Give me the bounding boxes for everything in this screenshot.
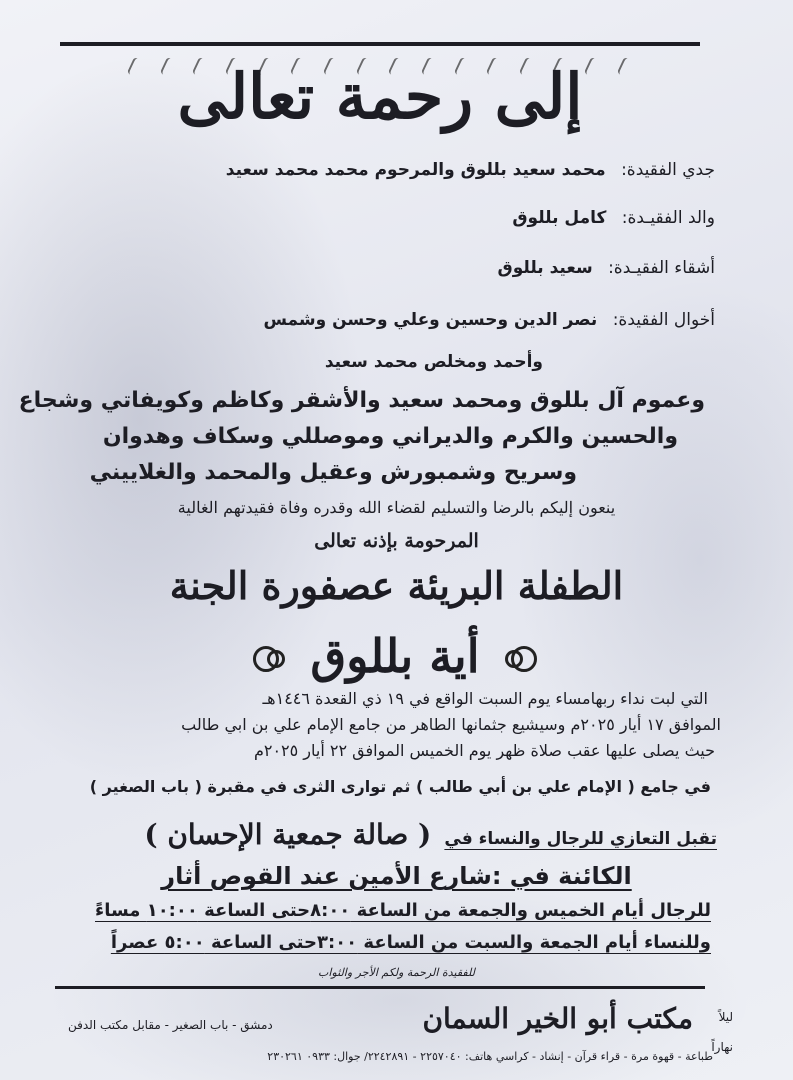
location-line: الكائنة في :شارع الأمين عند القوص أثار (161, 862, 632, 890)
relative-row-grandfathers (226, 160, 715, 180)
top-divider (60, 42, 700, 46)
deceased-intro: المرحومة بإذنه تعالى (314, 530, 479, 552)
office-name: مكتب أبو الخير السمان (422, 1002, 693, 1035)
deceased-headline: الطفلة البريئة عصفورة الجنة (169, 563, 624, 608)
condolence-hall: ( صالة جمعية الإحسان ) (144, 818, 432, 851)
relative-label: أخوال الفقيدة: (612, 310, 715, 330)
relative-row-father (512, 208, 715, 228)
office-label-day: نهاراً (711, 1040, 733, 1054)
schedule-men: للرجال أيام الخميس والجمعة من الساعة ٨:٠٠حتى الساعة ١٠:٠٠ مساءً (95, 900, 711, 921)
office-label-night: ليلاً (718, 1010, 733, 1024)
relative-value: محمد سعيد بللوق والمرحوم محمد محمد سعيد (225, 160, 606, 180)
detail-line-2: الموافق ١٧ أيار ٢٠٢٥م وسيشيع جثمانها الطاهر من جامع الإمام علي بن ابي طالب (181, 715, 721, 734)
relative-value: سعيد بللوق (497, 258, 593, 278)
ornament-left-icon (499, 641, 539, 671)
condolence-prefix: تقبل التعازي للرجال والنساء في (444, 829, 717, 849)
family-line-3: وسريح وشمبورش وعقيل والمحمد والغلاييني (89, 460, 577, 485)
announcement: ينعون إليكم بالرضا والتسليم لقضاء الله وقدره وفاة فقيدتهم الغالية (177, 498, 616, 517)
deceased-name-box (150, 628, 640, 684)
detail-line-3: حيث يصلى عليها عقب صلاة ظهر يوم الخميس الموافق ٢٢ أيار ٢٠٢٥م (253, 741, 715, 760)
office-services: طباعة - قهوة مرة - قراء قرآن - إنشاد - كراسي هاتف: ٢٢٥٧٠٤٠ - ٢٢٤٢٨٩١/ جوال: ٠٩٣٣ ٢٣٠٢٦١ (267, 1050, 713, 1063)
detail-line-1: التي لبت نداء ربهامساء يوم السبت الواقع في ١٩ ذي القعدة ١٤٤٦هـ (262, 689, 708, 708)
bottom-divider (55, 986, 705, 989)
poster-title: إلى رحمة تعالى (177, 60, 583, 133)
relative-label: والد الفقيـدة: (621, 208, 715, 228)
relative-label: أشقاء الفقيـدة: (608, 258, 715, 278)
relative-row-siblings (498, 258, 715, 278)
deceased-name: أية بللوق (310, 629, 480, 683)
relatives-continued: وأحمد ومخلص محمد سعيد (324, 352, 543, 372)
family-line-1: وعموم آل بللوق ومحمد سعيد والأشقر وكاظم وكويفاتي وشجاع (18, 388, 705, 413)
condolence-line (144, 818, 717, 851)
office-address: دمشق - باب الصغير - مقابل مكتب الدفن (68, 1018, 273, 1032)
family-line-2: والحسين والكرم والديراني وموصللي وسكاف وهدوان (102, 424, 678, 449)
relative-label: جدي الفقيدة: (621, 160, 715, 180)
ornament-right-icon (251, 641, 291, 671)
prayer-text: للفقيدة الرحمة ولكم الأجر والثواب (318, 966, 475, 979)
relative-value: نصر الدين وحسين وعلي وحسن وشمس (263, 310, 598, 330)
relative-value: كامل بللوق (512, 208, 607, 228)
detail-line-4: في جامع ( الإمام علي بن أبي طالب ) ثم توارى الثرى في مقبرة ( باب الصغير ) (89, 777, 711, 796)
schedule-women: وللنساء أيام الجمعة والسبت من الساعة ٣:٠٠حتى الساعة ٥:٠٠ عصراً (110, 932, 711, 953)
relative-row-uncles (263, 310, 715, 330)
